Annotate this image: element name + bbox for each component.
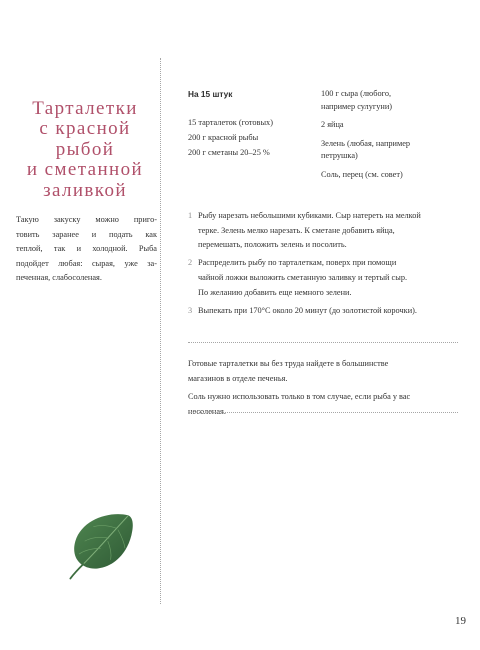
ingredients-list-left bbox=[188, 117, 308, 162]
ingredient-item bbox=[321, 88, 461, 113]
serving-size: На 15 штук bbox=[188, 89, 233, 99]
ingredient-line: петрушка) bbox=[321, 151, 358, 160]
recipe-steps bbox=[188, 209, 463, 322]
step-number: 2 bbox=[188, 258, 193, 268]
tip-paragraph bbox=[188, 357, 458, 386]
ingredients-list-right bbox=[321, 88, 461, 187]
page-number: 19 bbox=[455, 615, 466, 627]
recipe-title-line: Тарталетки bbox=[32, 97, 138, 119]
step-line: Выпекать при 170°С около 20 минут (до золотистой корочки). bbox=[198, 305, 417, 315]
step-line: Рыбу нарезать небольшими кубиками. Сыр натереть на мелкой bbox=[198, 211, 421, 220]
ingredient-line: Соль, перец (см. совет) bbox=[321, 169, 403, 179]
step-number: 3 bbox=[188, 305, 193, 315]
tip-line: Готовые тарталетки вы без труда найдете в большинстве bbox=[188, 359, 389, 368]
ingredient-item: 200 г красной рыбы bbox=[188, 133, 259, 142]
intro-line: товить заранее и подать как bbox=[16, 229, 157, 239]
intro-line: подойдет любая: сырая, уже за- bbox=[16, 258, 157, 268]
ingredient-item bbox=[321, 138, 461, 163]
recipe-title-line: с красной bbox=[39, 118, 131, 140]
recipe-title-line: заливкой bbox=[43, 179, 127, 201]
ingredient-line: 2 яйца bbox=[321, 120, 344, 129]
recipe-intro bbox=[16, 213, 157, 286]
ingredient-item: 15 тарталеток (готовых) bbox=[188, 118, 273, 127]
ingredient-item: 200 г сметаны 20–25 % bbox=[188, 148, 270, 157]
note-divider-bottom bbox=[188, 412, 458, 413]
note-divider-top bbox=[188, 342, 458, 343]
step-line: Распределить рыбу по тарталеткам, поверх при помощи bbox=[198, 258, 397, 268]
step-number: 1 bbox=[188, 211, 193, 220]
column-divider bbox=[160, 58, 161, 604]
step-line: терке. Зелень мелко нарезать. К сметане добавить яйца, bbox=[198, 225, 395, 235]
step-line: перемешать, положить зелень и посолить. bbox=[198, 240, 347, 250]
step-line: По желанию добавить еще немного зелени. bbox=[198, 287, 352, 297]
recipe-title-line: рыбой bbox=[55, 138, 115, 160]
intro-line: Такую закуску можно приго- bbox=[16, 215, 157, 224]
intro-line: теплой, так и холодной. Рыба bbox=[16, 244, 157, 254]
ingredient-line: например сулугуни) bbox=[321, 101, 393, 111]
tip-line: несоленая. bbox=[188, 406, 226, 416]
ingredient-item bbox=[321, 169, 461, 182]
ingredient-item bbox=[321, 119, 461, 132]
recipe-step bbox=[188, 256, 463, 300]
intro-line: печенная, слабосоленая. bbox=[16, 273, 102, 283]
recipe-step bbox=[188, 209, 463, 253]
recipe-tip bbox=[188, 357, 458, 423]
recipe-title bbox=[10, 99, 160, 202]
recipe-title-line: и сметанной bbox=[26, 159, 144, 181]
tip-line: Соль нужно использовать только в том случае, если рыба у вас bbox=[188, 391, 411, 401]
tip-paragraph bbox=[188, 390, 458, 419]
ingredient-line: Зелень (любая, например bbox=[321, 138, 411, 148]
recipe-step bbox=[188, 304, 463, 319]
spinach-leaf-icon bbox=[66, 508, 138, 580]
step-line: чайной ложки выложить сметанную заливку и тертый сыр. bbox=[198, 272, 408, 282]
ingredient-line: 100 г сыра (любого, bbox=[321, 89, 392, 98]
tip-line: магазинов в отделе печенья. bbox=[188, 373, 288, 383]
